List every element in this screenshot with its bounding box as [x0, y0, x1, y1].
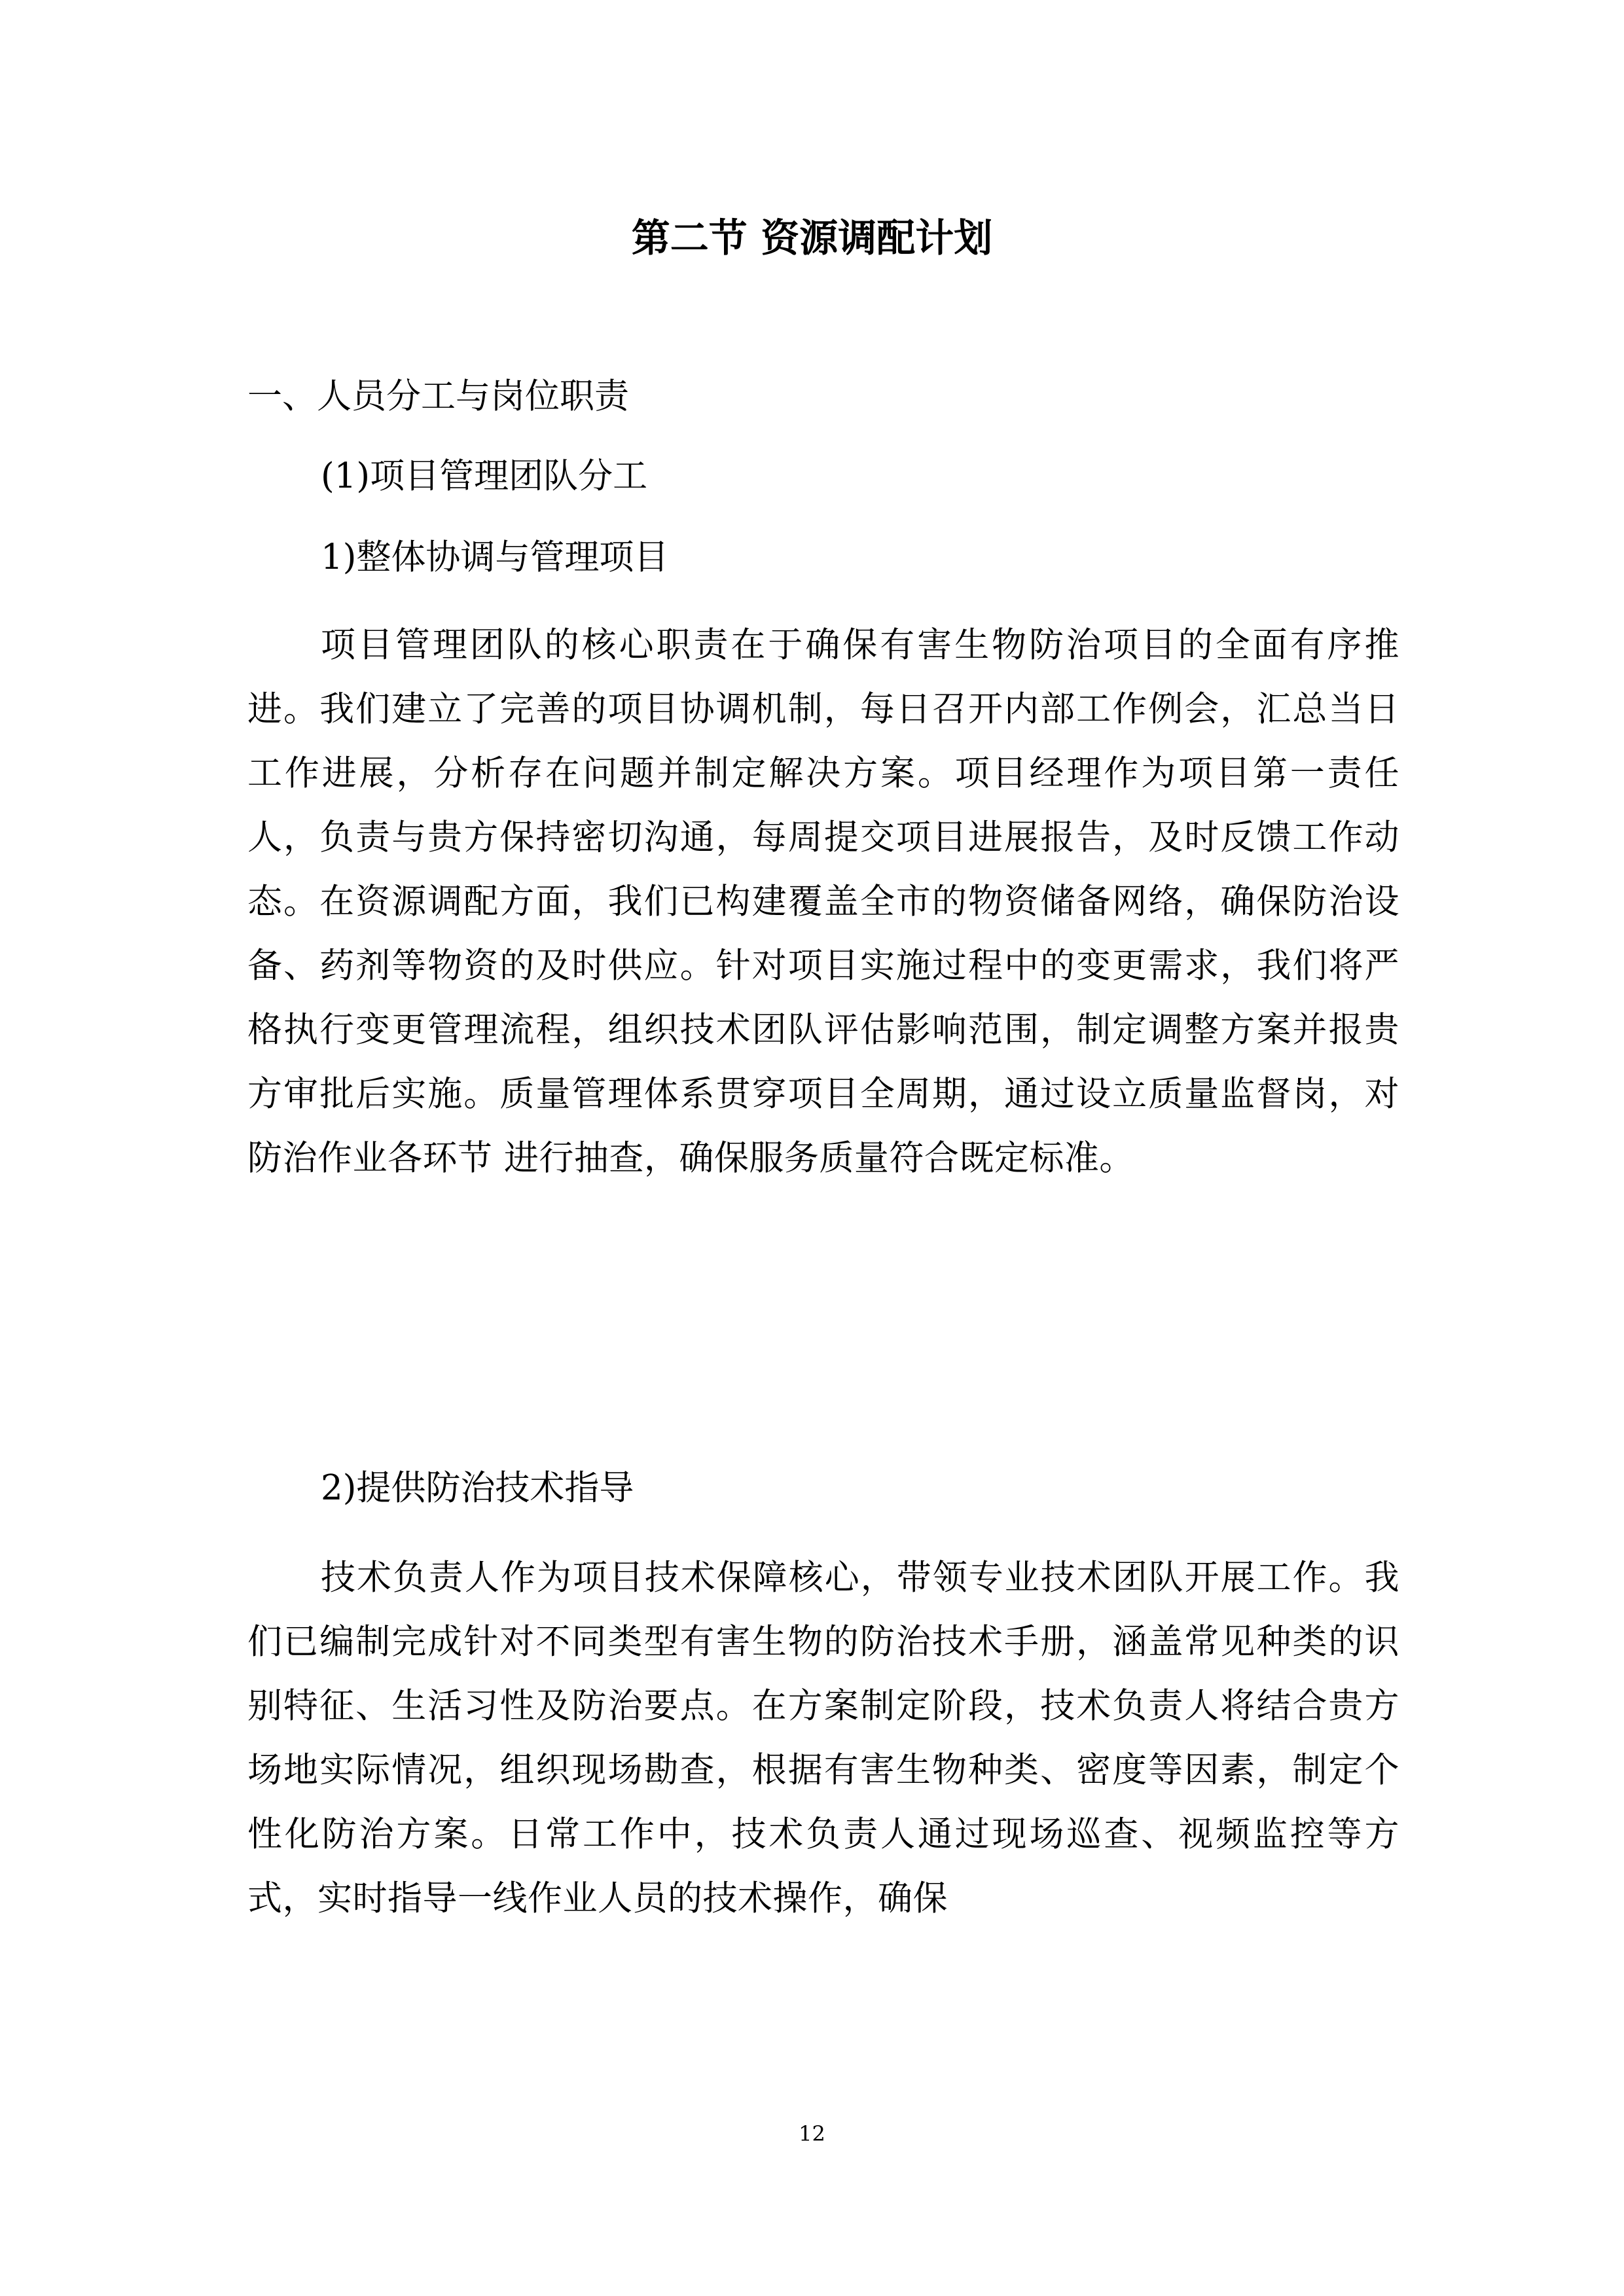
item2-heading: 2)提供防治技术指导 — [321, 1468, 634, 1508]
page-title: 第二节 资源调配计划 — [631, 215, 993, 260]
item1-heading: 1)整体协调与管理项目 — [321, 537, 669, 577]
subsection-heading: (1)项目管理团队分工 — [321, 456, 648, 496]
item1-paragraph: 项目管理团队的核心职责在于确保有害生物防治项目的全面有序推进。我们建立了完善的项目协调机制，每日召开内部工作例会，汇总当日工作进展，分析存在问题并制定解决方案。项目经理作为项目第一责任人，负责与贵方保持密切沟通，每周提交项目进展报告，及时反馈工作动态。在资源调配方面，我们已构建覆盖全市的物资储备网络，确保防治设备、药剂等物资的及时供应。针对项目实施过程中的变更需求，我们将严格执行变更管理流程，组织技术团队评估影响范围，制定调整方案并报贵方审批后实施。质量管理体系贯穿项目全周期，通过设立质量监督岗，对防治作业各环节 进行抽查，确保服务质量符合既定标准。 — [247, 625, 1399, 1178]
section-heading: 一、人员分工与岗位职责 — [247, 376, 629, 416]
item2-paragraph: 技术负责人作为项目技术保障核心，带领专业技术团队开展工作。我们已编制完成针对不同类型有害生物的防治技术手册，涵盖常见种类的识别特征、生活习性及防治要点。在方案制定阶段，技术负责人将结合贵方场地实际情况，组织现场勘查，根据有害生物种类、密度等因素，制定个性化防治方案。日常工作中，技术负责人通过现场巡查、视频监控等方式，实时指导一线作业人员的技术操作，确保 — [247, 1558, 1399, 1918]
page-number: 12 — [799, 2121, 825, 2146]
